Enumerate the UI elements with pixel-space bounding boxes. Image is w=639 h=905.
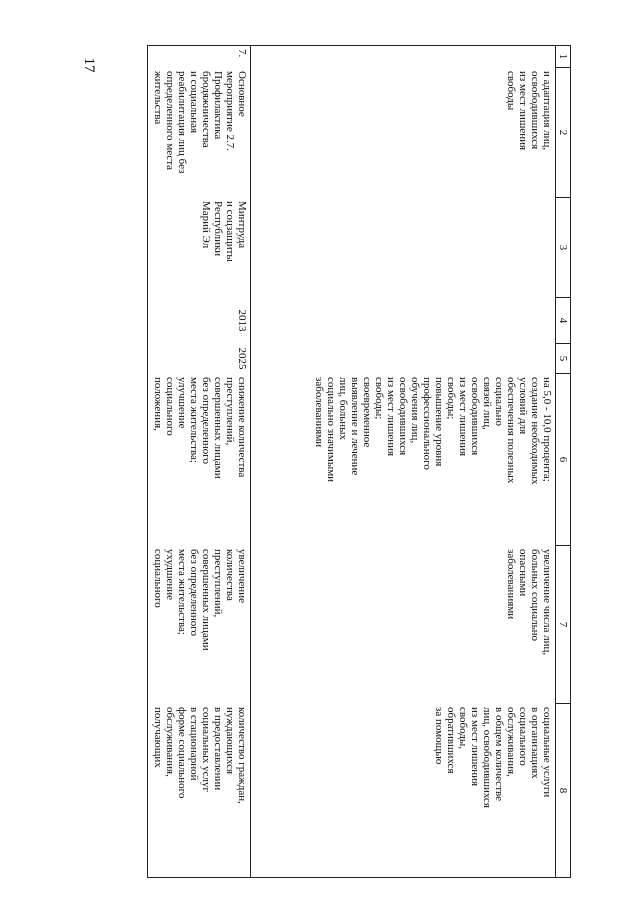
- table-row: [251, 46, 556, 878]
- cell-line: заболеваниями: [313, 377, 325, 448]
- cell-line: социального: [152, 549, 164, 608]
- cell-line: за помощью: [433, 707, 445, 765]
- cell-line: опасными: [517, 549, 529, 597]
- cell-line: освободившихся: [397, 377, 409, 456]
- cell-line: увеличение числа лиц,: [541, 549, 553, 656]
- row2-measure-name: [148, 68, 251, 198]
- header-col-3: 3: [556, 198, 571, 298]
- cell-line: без определенного: [188, 549, 200, 637]
- cell-line: места жительства;: [176, 549, 188, 635]
- cell-line: обеспечения полезных: [505, 377, 517, 484]
- cell-line: и соцзащиты: [224, 201, 236, 262]
- row2-expected-result: [148, 374, 251, 546]
- cell-line: освободившихся: [469, 377, 481, 456]
- row2-end-year: 2025: [148, 344, 251, 374]
- cell-line: нуждающихся: [224, 707, 236, 775]
- cell-line: количество граждан,: [236, 707, 248, 804]
- cell-line: свободы,: [457, 707, 469, 750]
- row2-consequences: [148, 546, 251, 704]
- header-col-6: 6: [556, 374, 571, 546]
- cell-line: лиц, больных: [337, 377, 349, 440]
- cell-line: преступлений,: [224, 377, 236, 446]
- cell-line: улучшение: [176, 377, 188, 429]
- cell-line: свободы;: [373, 377, 385, 420]
- cell-line: освободившихся: [529, 71, 541, 150]
- cell-line: больных социально: [529, 549, 541, 642]
- cell-line: обслуживания,: [164, 707, 176, 777]
- header-col-4: 4: [556, 298, 571, 344]
- cell-line: снижение количества: [236, 377, 248, 478]
- cell-line: без определенного: [200, 377, 212, 465]
- cell-line: получающих: [152, 707, 164, 768]
- cell-line: из мест лишения: [457, 377, 469, 457]
- header-col-7: 7: [556, 546, 571, 704]
- cell-line: и адаптация лиц,: [541, 71, 553, 151]
- cell-line: преступлений,: [212, 549, 224, 618]
- cell-line: из мест лишения: [469, 707, 481, 787]
- row2-number: 7.: [148, 46, 251, 68]
- row2-indicator: [148, 704, 251, 878]
- cell-line: количества: [224, 549, 236, 601]
- cell-line: своевременное: [361, 377, 373, 448]
- cell-line: социально значимыми: [325, 377, 337, 483]
- cell-line: обратившихся: [445, 707, 457, 774]
- row1-executor: [251, 198, 556, 298]
- cell-line: социальные услуги: [541, 707, 553, 798]
- row1-measure-name: [251, 68, 556, 198]
- row1-number: [251, 46, 556, 68]
- cell-line: места жительства;: [188, 377, 200, 463]
- cell-line: обслуживания,: [505, 707, 517, 777]
- header-col-2: 2: [556, 68, 571, 198]
- cell-line: свободы: [505, 71, 517, 111]
- table-row: [148, 46, 251, 878]
- cell-line: положения,: [152, 377, 164, 431]
- cell-line: лиц, освободившихся: [481, 707, 493, 808]
- cell-line: жительства: [152, 71, 164, 125]
- row1-consequences: [251, 546, 556, 704]
- cell-line: ухудшение: [164, 549, 176, 600]
- cell-line: Минтруда: [236, 201, 248, 249]
- cell-line: бродяжничества: [200, 71, 212, 148]
- cell-line: создание необходимых: [529, 377, 541, 485]
- cell-line: увеличение: [236, 549, 248, 603]
- cell-line: выявление и лечение: [349, 377, 361, 476]
- cell-line: профессионального: [421, 377, 433, 470]
- cell-line: определенного места: [164, 71, 176, 171]
- cell-line: Марий Эл: [200, 201, 212, 249]
- row1-expected-result: [251, 374, 556, 546]
- header-row: [556, 46, 571, 878]
- cell-line: Основное: [236, 71, 248, 117]
- cell-line: повышение уровня: [433, 377, 445, 467]
- cell-line: социальных услуг: [200, 707, 212, 793]
- cell-line: мероприятие 2.7.: [224, 71, 236, 152]
- cell-line: социального: [517, 707, 529, 766]
- row2-executor: [148, 198, 251, 298]
- cell-line: совершенных лицами: [212, 377, 224, 479]
- cell-line: связей лиц,: [481, 377, 493, 430]
- cell-line: из мест лишения: [517, 71, 529, 151]
- cell-line: из мест лишения: [385, 377, 397, 457]
- cell-line: Республики: [212, 201, 224, 257]
- row2-start-year: 2013: [148, 298, 251, 344]
- cell-line: заболеваниями: [505, 549, 517, 620]
- cell-line: социально: [493, 377, 505, 427]
- row1-start-year: [251, 298, 556, 344]
- cell-line: социального: [164, 377, 176, 436]
- cell-line: реабилитация лиц без: [176, 71, 188, 174]
- cell-line: и социальная: [188, 71, 200, 134]
- program-measures-table: [147, 45, 571, 878]
- cell-line: Профилактика: [212, 71, 224, 140]
- cell-line: в общем количестве: [493, 707, 505, 802]
- header-col-1: 1: [556, 46, 571, 68]
- cell-line: в стационарной: [188, 707, 200, 781]
- header-col-8: 8: [556, 704, 571, 878]
- header-col-5: 5: [556, 344, 571, 374]
- cell-line: условий для: [517, 377, 529, 435]
- cell-line: в организациях: [529, 707, 541, 779]
- page-number: 17: [81, 57, 97, 73]
- row1-end-year: [251, 344, 556, 374]
- cell-line: в предоставлении: [212, 707, 224, 791]
- rotated-table-container: [118, 45, 571, 877]
- cell-line: обучения лиц,: [409, 377, 421, 444]
- cell-line: совершенных лицами: [200, 549, 212, 651]
- cell-line: форме социального: [176, 707, 188, 799]
- cell-line: на 5,0 - 10,0 процента;: [541, 377, 553, 482]
- cell-line: свободы;: [445, 377, 457, 420]
- row1-indicator: [251, 704, 556, 878]
